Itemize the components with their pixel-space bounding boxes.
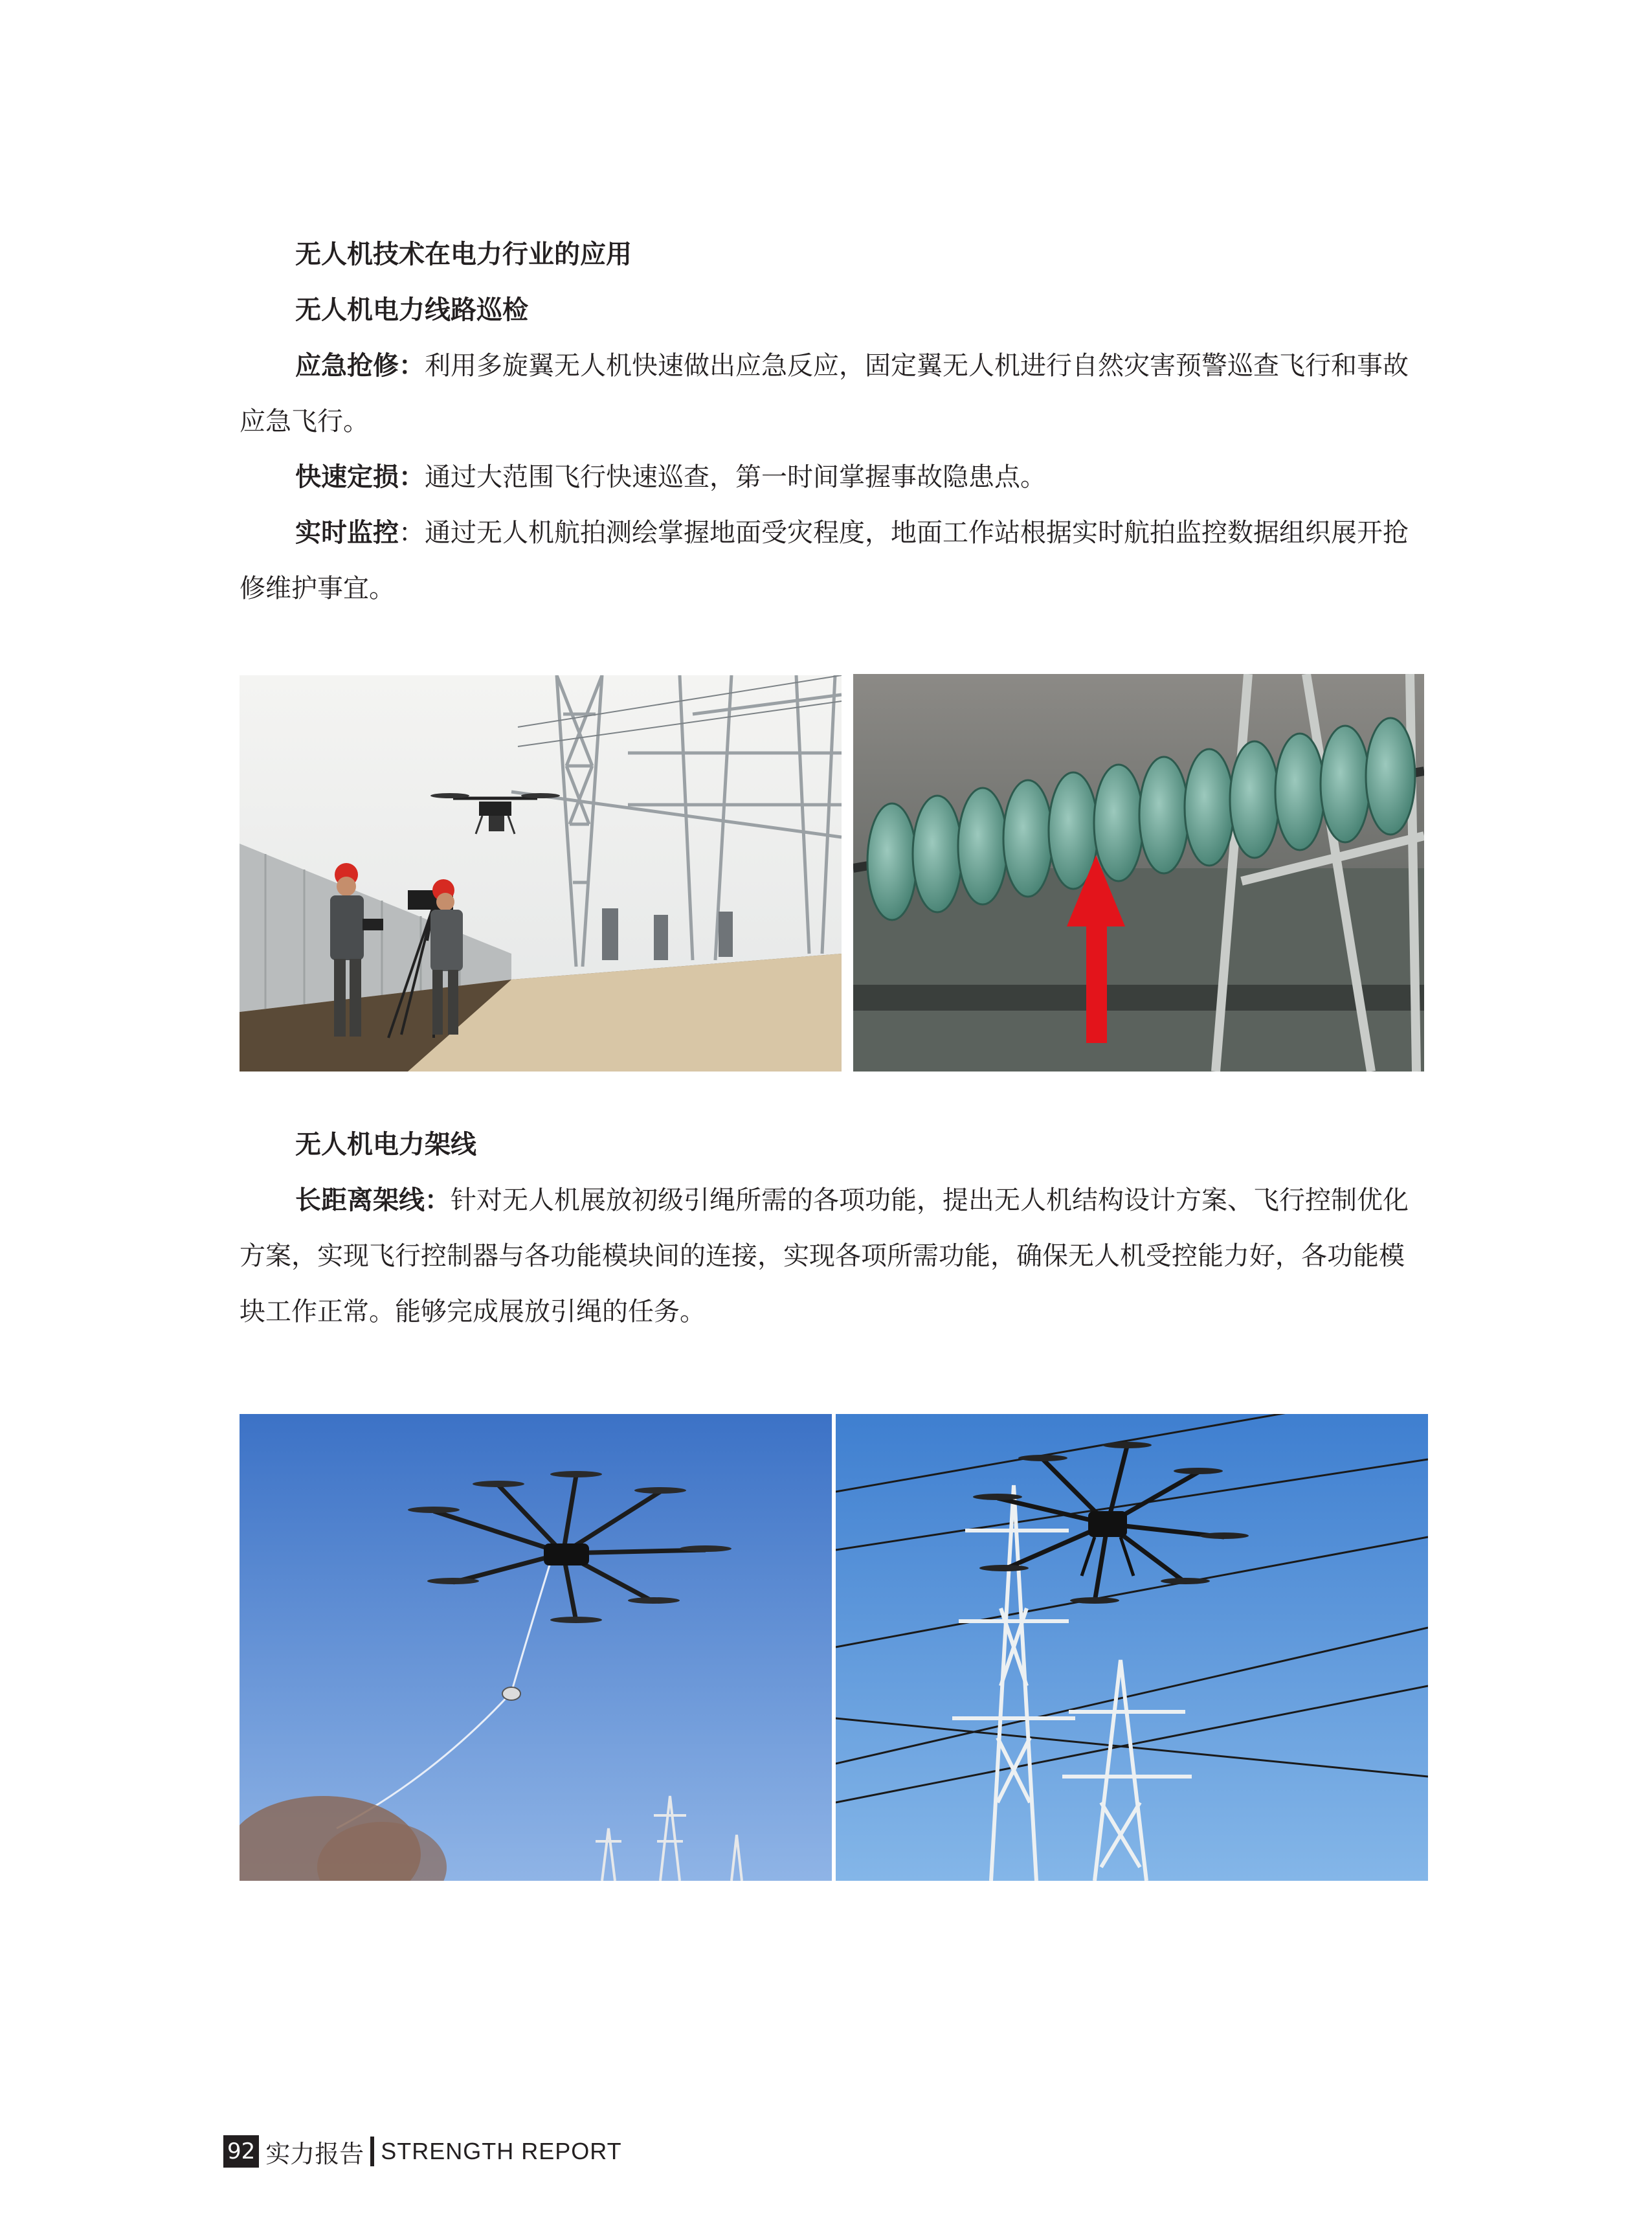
paragraph-body: 利用多旋翼无人机快速做出应急反应，固定翼无人机进行自然灾害预警巡查飞行和事故应急飞行。 (240, 351, 1409, 436)
paragraph-label: 快速定损： (295, 462, 425, 492)
paragraph-realtime-monitoring (240, 505, 1424, 616)
publication-name-en: STRENGTH REPORT (381, 2138, 622, 2164)
section-heading-inspection: 无人机电力线路巡检 (295, 295, 528, 325)
section1-text (240, 227, 1424, 616)
paragraph-label: 长距离架线： (295, 1185, 451, 1215)
photo-octocopter-pilot-rope (240, 1414, 832, 1881)
paragraph-label: 应急抢修： (295, 351, 425, 381)
paragraph-body: ：通过无人机航拍测绘掌握地面受灾程度，地面工作站根据实时航拍监控数据组织展开抢修维护事宜。 (240, 518, 1409, 603)
photo-drone-operators-substation (240, 675, 842, 1072)
page-footer (223, 2132, 622, 2171)
page-number: 92 (223, 2135, 259, 2168)
section-heading-stringing: 无人机电力架线 (295, 1130, 476, 1160)
photo-octocopter-transmission-tower (836, 1414, 1428, 1881)
section2-text (240, 1117, 1424, 1340)
paragraph-emergency-repair (240, 338, 1424, 449)
publication-name-cn: 实力报告 (265, 2139, 364, 2168)
paragraph-damage-assessment (240, 449, 1424, 505)
paragraph-long-distance-stringing (240, 1173, 1424, 1340)
photo-insulator-closeup (853, 674, 1424, 1072)
footer-separator (370, 2137, 374, 2166)
paragraph-body: 通过大范围飞行快速巡查，第一时间掌握事故隐患点。 (425, 462, 1046, 492)
paragraph-body: 针对无人机展放初级引绳所需的各项功能，提出无人机结构设计方案、飞行控制优化方案，实现飞行控制器与各功能模块间的连接，实现各项所需功能，确保无人机受控能力好，各功能模块工作正常。能够完成展放引绳的任务。 (240, 1185, 1409, 1327)
article-title: 无人机技术在电力行业的应用 (295, 240, 632, 269)
paragraph-label: 实时监控 (295, 518, 399, 548)
